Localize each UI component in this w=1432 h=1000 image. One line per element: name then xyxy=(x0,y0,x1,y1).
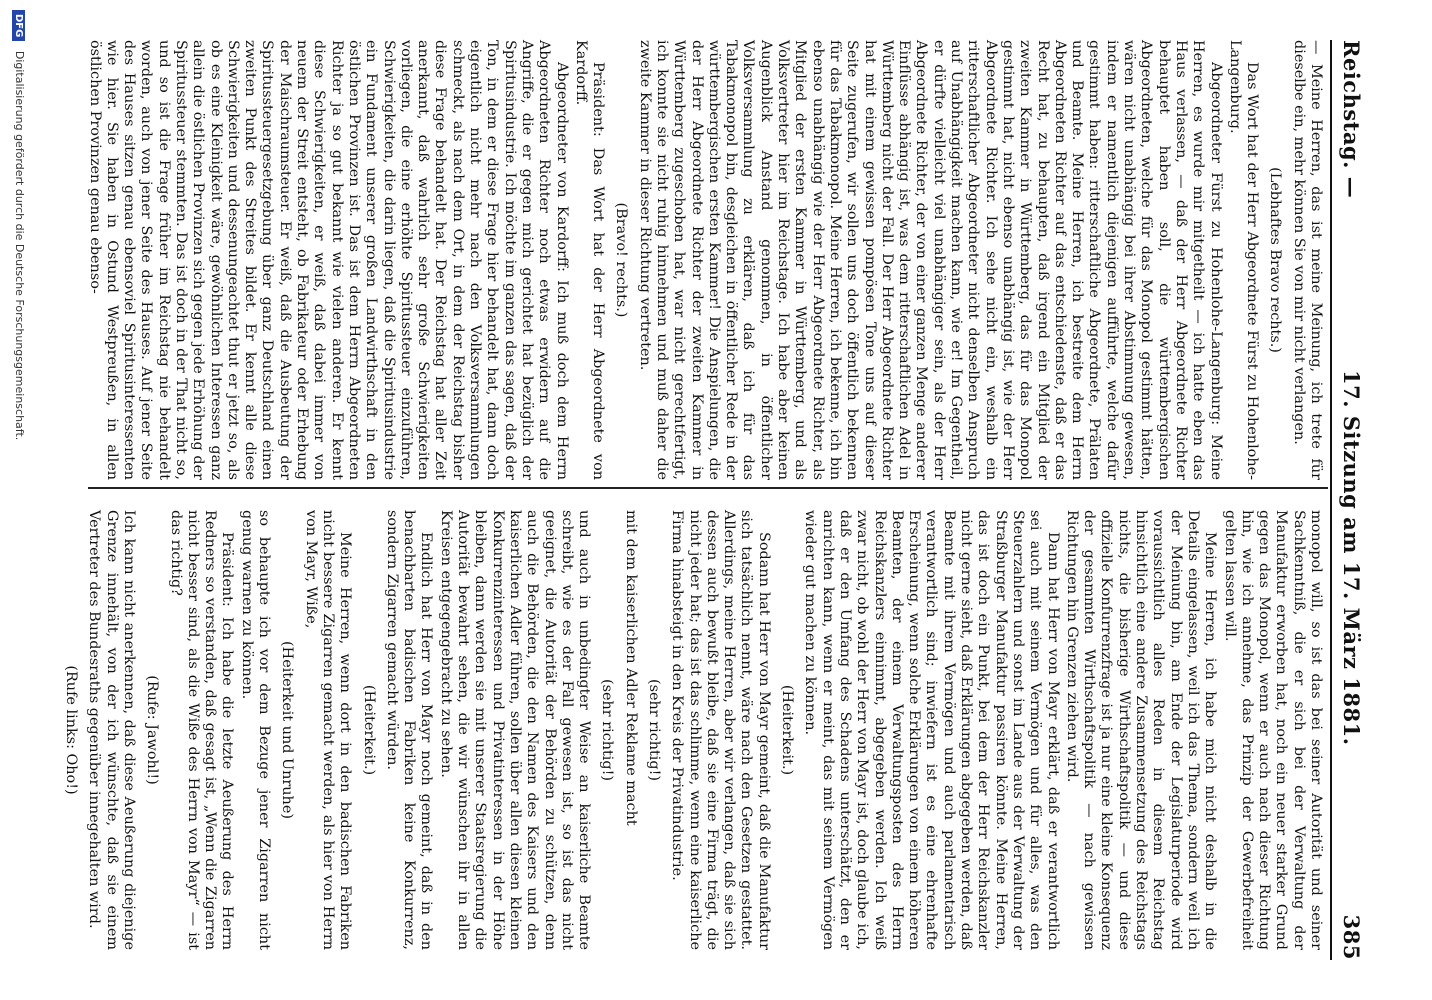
interjection: (Heiterkeit und Unruhe) xyxy=(279,641,296,819)
footer-text: Digitalisierung gefördert durch die Deutsche Forschungsgemeinschaft. xyxy=(13,50,26,441)
paragraph: so behaupte ich vor dem Bezuge jener Zigarren nicht genug warnen zu können. xyxy=(238,510,273,950)
paragraph: Ich kann nicht anerkennen, daß diese Aeußerung diejenige Grenze innehält, von der ich wünschte, daß sie einem Vertreter des Bundesraths gegenüber innegehalten wird. xyxy=(86,510,137,950)
dfg-logo-icon: DFG xyxy=(12,10,25,41)
left-column xyxy=(86,40,1324,480)
paragraph: mit dem kaiserlichen Adler Reklame macht xyxy=(622,510,639,826)
interjection: (Bravo! rechts.) xyxy=(613,202,630,318)
paragraph: Endlich hat Herr von Mayr noch gemeint, daß in den benachbarten badischen Fabriken keine Konkurrenz, sondern Zigarren gemacht würden. xyxy=(383,510,435,950)
interjection: (Heiterkeit.) xyxy=(360,684,377,776)
paragraph: Meine Herren, ich habe mich nicht deshalb in die Details eingelassen, weil ich das Thema, sondern weil ich der Meinung bin, am Ende der Legislaturperiode wird voraussichtlich alles Reden in diesem Reichstag hinsichtlich eine andere Zusammensetzung des Reichstags nichts, die bisherige Wirthschaftspolitik — und diese offizielle Konfurrenzfrage ist ja nur eine kleine Konsequenz der gesammten Wirthschaftspolitik — nach gewissen Richtungen hin Grenzen ziehen wird. xyxy=(1063,510,1219,950)
paragraph: Sodann hat Herr von Mayr gemeint, daß die Manufaktur sich tatsächlich nennt, wäre nach den Gesetzen gestattet. Allerdings, meine Herren, aber wir verlangen, daß sie sich dessen auch bewußt bleibe, daß sie eine Firma trägt, die nicht jeder hat; das ist das schlimme, wenn eine kaiserliche Firma hinabsteigt in den Kreis der Privatindustrie. xyxy=(669,510,772,950)
interjection: (Rufe: Jawohl!) xyxy=(144,675,161,785)
interjection: (sehr richtig!) xyxy=(646,678,663,782)
paragraph: — Meine Herren, das ist meine Meinung, ich trete für dieselbe ein, mehr können Sie von mir nicht verlangen. xyxy=(1290,40,1324,480)
column-divider xyxy=(88,487,1328,489)
interjection: (Lebhaftes Bravo rechts.) xyxy=(1267,167,1284,353)
page-header xyxy=(1332,40,1372,960)
right-column xyxy=(63,510,1324,950)
paragraph: Präsident: Das Wort hat der Herr Abgeordnete von Kardorff. xyxy=(572,40,607,480)
header-left: Reichstag. — xyxy=(1339,40,1364,199)
header-rule xyxy=(1330,40,1332,960)
interjection: (sehr richtig!) xyxy=(599,678,616,782)
paragraph: Präsident: Ich habe die letzte Aeußerung des Herrn Redners so verstanden, daß gesagt ist, „Wenn die Zigarren nicht besser sind, als die Wiße des Herrn von Mayr“ — ist das richtig? xyxy=(167,510,236,950)
interjection: (Heiterkeit.) xyxy=(779,684,796,776)
paragraph: Abgeordneter Fürst zu Hohenlohe-Langenburg: Meine Herren, es wurde mir mitgetheilt — ich hatte eben das Haus verlassen, — daß der Herr Abgeordnete Richter behauptet haben soll, die württembergischen Abgeordneten, welche für das Monopol gestimmt hätten, wären nicht unabhängig bei ihrer Abstimmung gewesen, indem er namentlich diejenigen aufführte, welche dafür gestimmt haben: ritterschaftliche Abgeordnete, Prälaten und Beamte. Meine Herren, ich bestreite dem Herrn Abgeordneten Richter auf das entschiedenste, daß er das Recht hat, zu behaupten, daß irgend ein Mitglied der zweiten Kammer in Württemberg, das für das Monopol gestimmt hat, nicht ebenso unabhängig ist, wie der Herr Abgeordnete Richter. Ich sehe nicht ein, weshalb ein ritterschaftlicher Abgeordneter nicht denselben Anspruch auf Unabhängigkeit machen kann, wie er! Im Gegentheil, er dürfte vielleicht viel unabhängiger sein, als der Herr Abgeordnete Richter, der von einer ganzen Menge anderer Einflüsse abhängig ist, was dem ritterschaftlichen Adel in Württemberg nicht der Fall. Der Herr Abgeordnete Richter hat mit einem gewissen pompösen Tone uns auf dieser Seite zugerufen, wir sollen uns doch öffentlich bekennen für das Tabakmonopol. Meine Herren, ich bekenne, ich bin ebenso unabhängig wie der Herr Abgeordnete Richter, als Mitglied der ersten Kammer in Württemberg, und als Volksvertreter hier im Reichstage. Ich habe aber keinen Augenblick Anstand genommen, in öffentlicher Volksversammlung zu erklären, daß ich für das Tabakmonopol bin, desgleichen in öffentlicher Rede in der württembergischen ersten Kammer! Die Anspielungen, die der Herr Abgeordnete Richter der zweiten Kammer in Württemberg zugeschoben hat, war nicht gerechtfertigt, ich konnte sie nicht ruhig hinnehmen und muß daher die zweite Kammer in dieser Richtung vertreten. xyxy=(636,40,1224,480)
interjection: (Rufe links: Oho!) xyxy=(63,665,80,795)
paragraph: Dann hat Herr von Mayr erklärt, daß er verantwortlich sei auch mit seinem Vermögen und für alles, was den Steuerzahlern und sonst im Lande aus der Verwaltung der Straßburger Manufaktur passiren könnte. Meine Herren, das ist doch ein Punkt, bei dem der Herr Reichskanzler nicht gerne sieht, daß Erklärungen abgegeben werden, daß Beamte mit ihrem Vermögen und auch parlamentarisch verantwortlich sind; inwiefern ist es eine ehrenhafte Erscheinung, wenn solche Erklärungen von einem höheren Beamten, der einem Verwaltungsposten des Herrn Reichskanzlers einnimmt, abgegeben werden. Ich weiß zwar nicht, ob wohl der Herr von Mayr ist, doch glaube ich, daß er den Umfang des Schadens unterschätzt, den er anrichten kann, wenn er meint, das mit seinem Vermögen wieder gut machen zu können. xyxy=(802,510,1061,950)
header-session: 17. Sitzung am 17. März 1881. xyxy=(1339,370,1364,746)
paragraph: monopol will, so ist das bei seiner Autorität und seiner Sachkenntniß, die er sich bei der Verwaltung der Manufaktur erworben hat, noch ein neuer starker Grund gegen das Monopol, wenn er auch nach dieser Richtung hin, wie ich annehme, das Prinzip der Gewerbefreiheit gelten lassen will. xyxy=(1221,510,1324,950)
paragraph: Das Wort hat der Herr Abgeordnete Fürst zu Hohenlohe-Langenburg. xyxy=(1226,40,1261,480)
digitization-footer xyxy=(6,10,26,990)
paragraph: Abgeordneter von Kardorff: Ich muß doch dem Herrn Abgeordneten Richter noch etwas erwidern auf die Angriffe, die er gegen mich gerichtet hat bezüglich der Spiritusindustrie. Ich möchte im ganzen das sagen, daß der Ton, in dem er diese Frage hier behandelt hat, dann doch eigentlich nicht mehr nach den Volksversammlungen schmeckt, als nach dem Ort, in dem der Reichstag bisher diese Frage behandelt hat. Der Reichstag hat aller Zeit anerkannt, daß wahrlich sehr große Schwierigkeiten vorliegen, die eine erhöhte Spiritussteuer einzuführen, Schwierigkeiten, die darin liegen, daß die Spiritusindustrie ein Fundament unserer großen Landwirthschaft in den östlichen Provinzen ist. Das ist dem Herrn Abgeordneten Richter ja so gut bekannt wie vielen anderen. Er kennt diese Schwierigkeiten, er weiß, daß dabei immer von neuem der Streit entsteht, ob Fabrikateur oder Erhebung der Maischraumsteuer. Er weiß, daß die Ausbeutung der Spiritussteuergesetzgebung über ganz Deutschland einen zweiten Punkt des Streites bildet. Er kennt alle diese Schwierigkeiten und dessenungeachtet thut er jetzt so, als ob es eine Kleinigkeit wäre, gewöhnlichen Interessen ganz allein die östlichen Provinzen sich gegen jede Erhöhung der Spiritussteuer stemmten. Das ist doch in der That nicht so, und so ist die Frage früher im Reichstag nie behandelt worden, auch von jener Seite des Hauses. Auf jener Seite des Hauses sitzen genau ebensoviel Spiritusinteressenten wie hier. Sie haben in Ostund Westpreußen, in allen östlichen Provinzen genau ebenso- xyxy=(86,40,570,480)
page-number: 385 xyxy=(1339,914,1364,960)
paragraph: und auch in unbedingter Weise an kaiserliche Beamte schreibt, wie es der Fall gewesen ist, so ist das nicht geeignet, die Autorität der Behörden zu schützen, denn auch die Behörden, die den Namen des Kaisers und den kaiserlichen Adler führen, sollen über allen diesen kleinen Konkurrenzinteressen und Privatinteressen in der Höhe bleiben, dann werden sie mit unserer Staatsregierung die Autorität bewahrt sehen, die wir wünschen ihr in allen Kreisen entgegengebracht zu sehen. xyxy=(437,510,593,950)
paragraph: Meine Herren, wenn dort in den badischen Fabriken nicht bessere Zigarren gemacht werden, als hier von Herrn von Mayr, Wiße, xyxy=(302,510,354,950)
